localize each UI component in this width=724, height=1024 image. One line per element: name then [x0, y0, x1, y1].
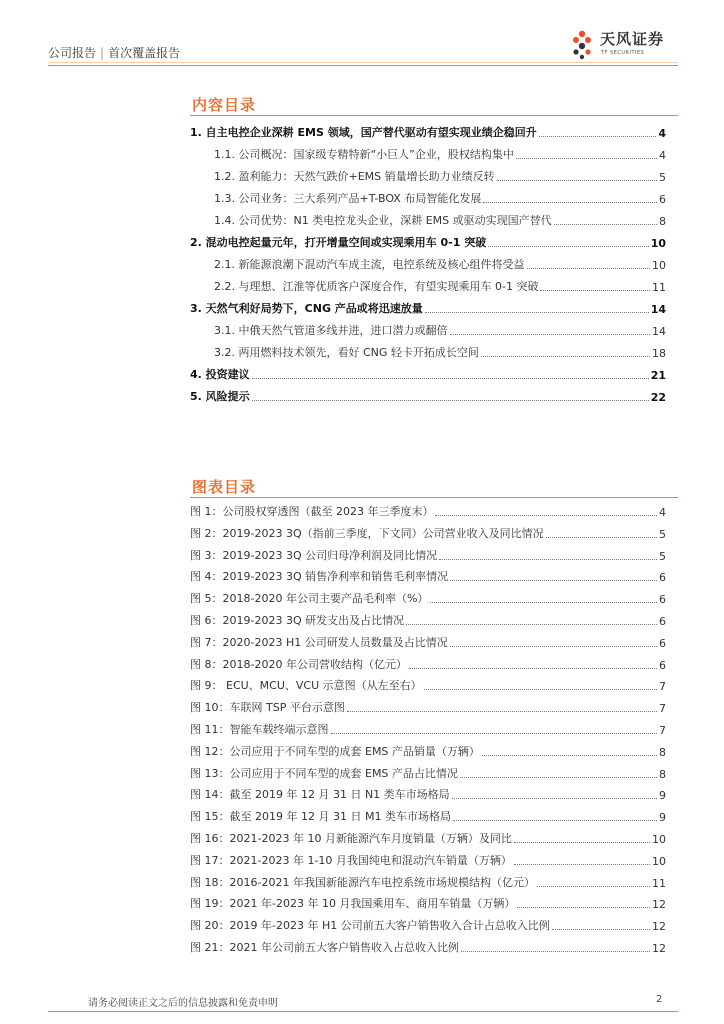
figure-entry[interactable] [190, 830, 666, 846]
figure-entry-page: 7 [659, 680, 666, 694]
toc-leader-dots [425, 311, 649, 313]
toc-leader-dots [483, 201, 657, 203]
figure-entry[interactable] [190, 874, 666, 890]
figure-leader-dots [435, 514, 657, 516]
figure-entry-text: 图 12：公司应用于不同车型的成套 EMS 产品销量（万辆） [190, 744, 480, 758]
toc-entry[interactable] [190, 388, 666, 404]
figure-entry[interactable] [190, 939, 666, 955]
toc-entry-text: 3.1. 中俄天然气管道多线并进，进口潜力或翻倍 [214, 324, 448, 337]
toc-entry[interactable] [190, 300, 666, 316]
toc-entry-page: 8 [659, 215, 666, 228]
toc-title: 内容目录 [192, 96, 257, 114]
figure-entry-page: 6 [659, 571, 666, 585]
figure-leader-dots [552, 928, 650, 930]
figure-entry[interactable] [190, 656, 666, 672]
figure-leader-dots [537, 885, 650, 887]
figure-entry-text: 图 5：2018-2020 年公司主要产品毛利率（%） [190, 592, 429, 606]
figure-entry-text: 图 9： ECU、MCU、VCU 示意图（从左至右） [190, 679, 422, 693]
figure-leader-dots [406, 623, 657, 625]
toc-leader-dots [516, 157, 657, 159]
figure-entry-page: 8 [659, 745, 666, 759]
figure-entry-page: 6 [659, 615, 666, 628]
figure-entry-page: 12 [652, 942, 666, 955]
header-right-label: 首次覆盖报告 [108, 46, 181, 60]
figure-entry-text: 图 2：2019-2023 3Q（指前三季度，下文同）公司营业收入及同比情况 [190, 526, 544, 540]
toc-entry-text: 1.1. 公司概况：国家级专精特新“小巨人”企业，股权结构集中 [214, 148, 514, 161]
toc-entry[interactable] [214, 344, 666, 360]
figure-entry-text: 图 18：2016-2021 年我国新能源汽车电控系统市场规模结构（亿元） [190, 875, 535, 889]
figure-leader-dots [482, 754, 657, 756]
figure-entry[interactable] [190, 917, 666, 933]
figure-leader-dots [461, 950, 650, 952]
figure-entry[interactable] [190, 547, 666, 563]
toc-leader-dots [554, 223, 657, 225]
toc-leader-dots [450, 333, 651, 335]
toc-leader-dots [481, 355, 650, 357]
figure-entry-page: 7 [659, 724, 666, 737]
toc-entry[interactable] [214, 168, 666, 184]
figure-leader-dots [347, 710, 657, 712]
toc-leader-dots [540, 289, 650, 291]
figure-entry[interactable] [190, 765, 666, 781]
figure-entry-page: 8 [659, 767, 666, 781]
figure-leader-dots [450, 645, 657, 647]
figure-leader-dots [546, 536, 657, 538]
figure-entry-page: 10 [652, 833, 666, 846]
figure-entry[interactable] [190, 808, 666, 824]
figure-entry-text: 图 14：截至 2019 年 12 月 31 日 N1 类车市场格局 [190, 788, 450, 802]
figure-entry-text: 图 16：2021-2023 年 10 月新能源汽车月度销量（万辆）及同比 [190, 832, 512, 845]
figure-entry[interactable] [190, 525, 666, 541]
toc-entry-page: 10 [652, 259, 666, 272]
figure-entry[interactable] [190, 699, 666, 715]
toc-leader-dots [497, 179, 657, 181]
figure-leader-dots [453, 819, 657, 821]
toc-entry-text: 1. 自主电控企业深耕 EMS 领域，国产替代驱动有望实现业绩企稳回升 [190, 126, 537, 139]
figure-entry-page: 5 [659, 527, 666, 541]
toc-entry-page: 5 [659, 171, 666, 184]
toc-entry-text: 2.2. 与理想、江淮等优质客户深度合作，有望实现乘用车 0-1 突破 [214, 280, 539, 293]
toc-entry[interactable] [190, 124, 666, 140]
figure-entry-page: 7 [659, 702, 666, 716]
figure-leader-dots [514, 863, 650, 865]
figure-entry-text: 图 1：公司股权穿透图（截至 2023 年三季度末） [190, 505, 434, 518]
toc-entry-text: 1.2. 盈利能力：天然气跌价+EMS 销量增长助力业绩反转 [214, 170, 495, 183]
toc-entry-page: 21 [650, 369, 666, 382]
toc-entry-page: 14 [652, 325, 666, 338]
header-rule [48, 65, 678, 66]
figure-entry-text: 图 21：2021 年公司前五大客户销售收入占总收入比例 [190, 941, 459, 954]
footer-rule [48, 1011, 678, 1012]
figure-leader-dots [450, 579, 657, 581]
header-rule-thin [48, 62, 678, 63]
logo-chinese-name: 天风证券 [600, 30, 665, 48]
footer-page-number: 2 [656, 994, 663, 1005]
toc-entry-page: 11 [652, 281, 666, 294]
figure-entry-text: 图 4：2019-2023 3Q 销售净利率和销售毛利率情况 [190, 570, 449, 584]
toc-entry-text: 5. 风险提示 [190, 390, 250, 403]
figure-entry-text: 图 17：2021-2023 年 1-10 月我国纯电和混动汽车销量（万辆） [190, 853, 512, 867]
figure-entry-text: 图 6：2019-2023 3Q 研发支出及占比情况 [190, 614, 405, 627]
figure-entry-page: 9 [659, 789, 666, 803]
figure-entry[interactable] [190, 852, 666, 868]
toc-entry[interactable] [214, 278, 666, 294]
toc-entry[interactable] [214, 322, 666, 338]
figure-entry-text: 图 15：截至 2019 年 12 月 31 日 M1 类车市场格局 [190, 810, 451, 824]
report-type-header [48, 44, 180, 61]
figure-leader-dots [439, 558, 657, 560]
figure-entry-text: 图 3：2019-2023 3Q 公司归母净利润及同比情况 [190, 548, 438, 562]
logo-english-name: TF SECURITIES [601, 50, 645, 56]
figure-entry-text: 图 8：2018-2020 年公司营收结构（亿元） [190, 657, 407, 671]
figure-leader-dots [331, 732, 658, 734]
figure-entry-page: 4 [659, 506, 666, 519]
figure-leader-dots [409, 667, 657, 669]
figure-entry-page: 5 [659, 549, 666, 563]
toc-entry-text: 2. 混动电控起量元年，打开增量空间或实现乘用车 0-1 突破 [190, 236, 487, 249]
figure-entry-page: 12 [652, 920, 666, 934]
figures-title: 图表目录 [192, 478, 257, 496]
toc-entry-text: 1.4. 公司优势：N1 类电控龙头企业，深耕 EMS 或驱动实现国产替代 [214, 214, 552, 227]
figure-entry[interactable] [190, 612, 666, 628]
toc-entry[interactable] [214, 256, 666, 272]
toc-entry-page: 14 [650, 303, 666, 316]
figure-entry-text: 图 20：2019 年-2023 年 H1 公司前五大客户销售收入合计占总收入比例 [190, 919, 550, 933]
figures-title-rule [190, 497, 678, 498]
figure-leader-dots [452, 797, 657, 799]
figure-entry-page: 9 [659, 811, 666, 825]
toc-entry-text: 2.1. 新能源浪潮下混动汽车成主流，电控系统及核心组件将受益 [214, 258, 525, 271]
toc-leader-dots [252, 399, 649, 401]
figure-entry-page: 12 [652, 898, 666, 912]
toc-title-rule [190, 115, 678, 116]
footer-disclaimer: 请务必阅读正文之后的信息披露和免责申明 [88, 998, 278, 1009]
figure-entry[interactable] [190, 503, 666, 519]
figure-leader-dots [424, 688, 657, 690]
toc-leader-dots [527, 267, 651, 269]
toc-leader-dots [488, 245, 648, 247]
header-separator: | [100, 46, 105, 60]
toc-entry-text: 3. 天然气利好局势下，CNG 产品或将迅速放量 [190, 302, 423, 315]
figure-entry-text: 图 19：2021 年-2023 年 10 月我国乘用车、商用车销量（万辆） [190, 897, 516, 911]
figure-entry[interactable] [190, 786, 666, 802]
figure-entry[interactable] [190, 634, 666, 650]
figure-leader-dots [460, 776, 657, 778]
toc-entry-page: 6 [659, 193, 666, 206]
toc-leader-dots [252, 377, 649, 379]
figure-entry-page: 11 [652, 876, 666, 890]
toc-entry-page: 4 [658, 127, 666, 140]
figure-entry-text: 图 7：2020-2023 H1 公司研发人员数量及占比情况 [190, 635, 448, 649]
toc-entry-text: 3.2. 两用燃料技术领先，看好 CNG 轻卡开拓成长空间 [214, 346, 479, 359]
toc-entry-text: 4. 投资建议 [190, 368, 250, 381]
toc-entry-page: 4 [659, 149, 666, 162]
figure-entry-text: 图 13：公司应用于不同车型的成套 EMS 产品占比情况 [190, 766, 458, 780]
figure-entry-text: 图 10：车联网 TSP 平台示意图 [190, 701, 345, 715]
figure-leader-dots [514, 841, 650, 843]
figure-entry[interactable] [190, 743, 666, 759]
toc-entry-page: 18 [652, 347, 666, 360]
figure-entry[interactable] [190, 590, 666, 606]
toc-entry[interactable] [214, 146, 666, 162]
figure-entry[interactable] [190, 677, 666, 693]
figure-entry-page: 6 [659, 658, 666, 672]
figure-entry-text: 图 11：智能车载终端示意图 [190, 723, 329, 736]
figure-entry-page: 6 [659, 593, 666, 607]
figure-entry[interactable] [190, 568, 666, 584]
figure-entry[interactable] [190, 721, 666, 737]
toc-leader-dots [539, 135, 657, 137]
toc-entry-page: 22 [650, 391, 666, 404]
figure-entry-page: 10 [652, 854, 666, 868]
toc-entry[interactable] [190, 234, 666, 250]
figure-entry[interactable] [190, 895, 666, 911]
toc-entry[interactable] [214, 190, 666, 206]
toc-entry-page: 10 [650, 237, 666, 250]
header-left-label: 公司报告 [48, 46, 97, 60]
figure-leader-dots [430, 601, 657, 603]
toc-entry-text: 1.3. 公司业务：三大系列产品+T-BOX 布局智能化发展 [214, 192, 482, 205]
toc-entry[interactable] [190, 366, 666, 382]
figure-leader-dots [517, 906, 650, 908]
toc-entry[interactable] [214, 212, 666, 228]
figure-entry-page: 6 [659, 636, 666, 650]
